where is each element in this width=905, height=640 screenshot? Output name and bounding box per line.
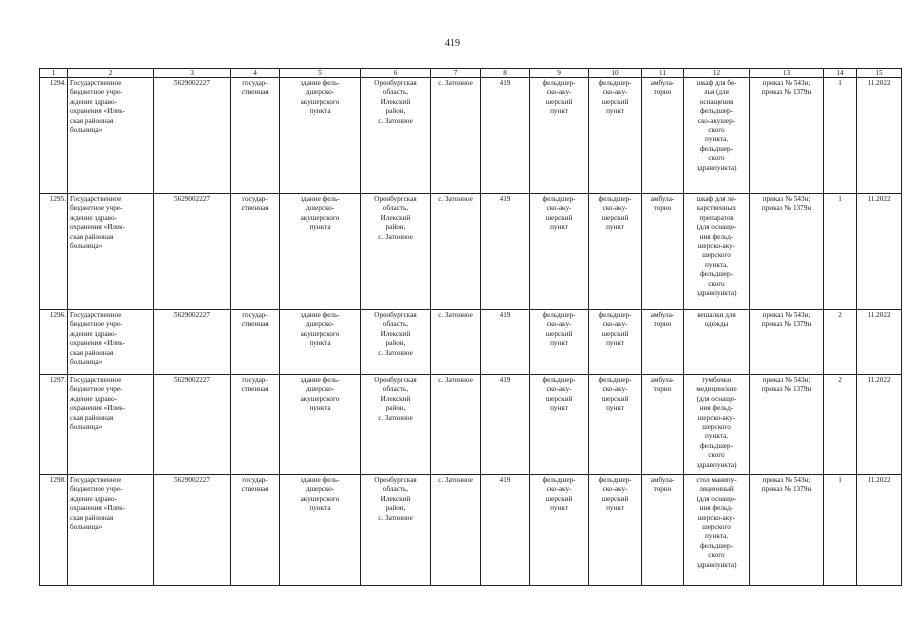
code-value-text: 419 <box>499 311 511 319</box>
care-form <box>642 475 684 586</box>
inn-value <box>154 78 231 194</box>
row-number <box>40 310 68 375</box>
building-type <box>280 78 361 194</box>
settlement-text: с. Затонное <box>438 476 473 484</box>
row-number <box>40 194 68 310</box>
care-form-text: амбула- торно <box>650 376 675 394</box>
row-number <box>40 475 68 586</box>
quantity-text: 2 <box>838 376 842 384</box>
unit-name-text: фельдшер- ско-аку- шерский пункт <box>598 195 632 232</box>
table-row <box>40 78 902 194</box>
quantity-text: 1 <box>838 476 842 484</box>
building-type <box>280 310 361 375</box>
code-value <box>481 475 530 586</box>
address-text: Оренбургская область, Илекский район, с. Затонное <box>374 311 417 357</box>
quantity-text: 2 <box>838 311 842 319</box>
equipment-name <box>684 375 750 475</box>
table-row <box>40 194 902 310</box>
settlement <box>431 475 481 586</box>
address <box>361 310 431 375</box>
row-number-text: 1296. <box>49 311 66 319</box>
orders-reference <box>750 194 824 310</box>
equipment-name-text: шкаф для ле- карственных препаратов (для оснаще- ния фельд- шерско-аку- шерского пункта, фельдшер- ского здравпункта) <box>696 195 737 298</box>
orders-reference <box>750 375 824 475</box>
unit-name-text: фельдшер- ско-аку- шерский пункт <box>598 376 632 413</box>
quantity-text: 1 <box>838 79 842 87</box>
care-form <box>642 310 684 375</box>
address <box>361 78 431 194</box>
unit-type-text: фельдшер- ско-аку- шерский пункт <box>542 376 576 413</box>
code-value-text: 419 <box>499 376 511 384</box>
orders-reference-text: приказ № 543н; приказ № 1379н <box>761 376 812 394</box>
building-type-text: здание фель- дшерско- акушерского пункта <box>300 195 340 232</box>
ownership-form <box>231 475 280 586</box>
care-form-text: амбула- торно <box>650 79 675 97</box>
institution-name-text: Государственное бюджетное учре- ждение здраво- охранения «Илек- ская районная больница» <box>70 476 126 532</box>
code-value <box>481 194 530 310</box>
address-text: Оренбургская область, Илекский район, с. Затонное <box>374 476 417 522</box>
address <box>361 475 431 586</box>
address-text: Оренбургская область, Илекский район, с. Затонное <box>374 79 417 125</box>
address-text: Оренбургская область, Илекский район, с. Затонное <box>374 376 417 422</box>
unit-name <box>589 310 642 375</box>
unit-type-text: фельдшер- ско-аку- шерский пункт <box>542 311 576 348</box>
code-value <box>481 375 530 475</box>
column-number: 3 <box>154 69 231 78</box>
column-number: 15 <box>857 69 902 78</box>
column-number: 11 <box>642 69 684 78</box>
unit-name-text: фельдшер- ско-аку- шерский пункт <box>598 476 632 513</box>
code-value-text: 419 <box>499 79 511 87</box>
code-value-text: 419 <box>499 476 511 484</box>
table-row <box>40 375 902 475</box>
unit-name-text: фельдшер- ско-аку- шерский пункт <box>598 311 632 348</box>
orders-reference <box>750 475 824 586</box>
column-number: 6 <box>361 69 431 78</box>
unit-type <box>530 78 589 194</box>
settlement-text: с. Затонное <box>438 79 473 87</box>
date-value-text: 11.2022 <box>867 311 891 319</box>
column-number: 10 <box>589 69 642 78</box>
table-row <box>40 475 902 586</box>
institution-name-text: Государственное бюджетное учре- ждение здраво- охранения «Илек- ская районная больница» <box>70 79 126 135</box>
orders-reference-text: приказ № 543н; приказ № 1379н <box>761 79 812 97</box>
column-number: 8 <box>481 69 530 78</box>
ownership-form <box>231 194 280 310</box>
ownership-form <box>231 310 280 375</box>
unit-type <box>530 310 589 375</box>
institution-name-text: Государственное бюджетное учре- ждение здраво- охранения «Илек- ская районная больница» <box>70 311 126 367</box>
care-form <box>642 375 684 475</box>
unit-name <box>589 475 642 586</box>
settlement <box>431 78 481 194</box>
row-number-text: 1297. <box>49 376 66 384</box>
unit-type <box>530 194 589 310</box>
building-type <box>280 475 361 586</box>
inn-value-text: 5629002227 <box>174 311 210 319</box>
row-number-text: 1295. <box>49 195 66 203</box>
orders-reference-text: приказ № 543н; приказ № 1379н <box>761 476 812 494</box>
orders-reference-text: приказ № 543н; приказ № 1379н <box>761 311 812 329</box>
unit-type <box>530 375 589 475</box>
equipment-name-text: тумбочки медицинские (для оснаще- ния фельд- шерско-аку- шерского пункта, фельдшер- ского здравпункта) <box>696 376 737 469</box>
inn-value <box>154 475 231 586</box>
equipment-name <box>684 194 750 310</box>
unit-name <box>589 78 642 194</box>
unit-name <box>589 194 642 310</box>
institution-name <box>68 78 154 194</box>
ownership-form-text: государ- ственная <box>241 376 269 394</box>
institution-name <box>68 194 154 310</box>
orders-reference <box>750 78 824 194</box>
inn-value <box>154 194 231 310</box>
institution-name <box>68 475 154 586</box>
equipment-name <box>684 78 750 194</box>
building-type <box>280 194 361 310</box>
address <box>361 194 431 310</box>
unit-name <box>589 375 642 475</box>
row-number-text: 1298. <box>49 476 66 484</box>
equipment-name <box>684 310 750 375</box>
date-value-text: 11.2022 <box>867 195 891 203</box>
date-value-text: 11.2022 <box>867 476 891 484</box>
column-number-row <box>40 69 902 78</box>
equipment-name-text: шкаф для бе- лья (для оснащения фельдшер- ско-акушер- ского пункта, фельдшер- ского здравпункта) <box>696 79 737 172</box>
date-value-text: 11.2022 <box>867 79 891 87</box>
column-number: 5 <box>280 69 361 78</box>
code-value <box>481 78 530 194</box>
column-number: 7 <box>431 69 481 78</box>
address-text: Оренбургская область, Илекский район, с. Затонное <box>374 195 417 241</box>
table-row <box>40 310 902 375</box>
inn-value-text: 5629002227 <box>174 79 210 87</box>
quantity <box>824 78 857 194</box>
equipment-name <box>684 475 750 586</box>
orders-reference-text: приказ № 543н; приказ № 1379н <box>761 195 812 213</box>
ownership-form-text: государ- ственная <box>241 311 269 329</box>
inn-value-text: 5629002227 <box>174 476 210 484</box>
unit-type-text: фельдшер- ско-аку- шерский пункт <box>542 476 576 513</box>
equipment-name-text: вешалки для одежды <box>697 311 736 329</box>
row-number <box>40 375 68 475</box>
unit-name-text: фельдшер- ско-аку- шерский пункт <box>598 79 632 116</box>
date-value <box>857 310 902 375</box>
ownership-form <box>231 78 280 194</box>
date-value <box>857 194 902 310</box>
care-form <box>642 194 684 310</box>
settlement-text: с. Затонное <box>438 195 473 203</box>
unit-type-text: фельдшер- ско-аку- шерский пункт <box>542 195 576 232</box>
institution-name-text: Государственное бюджетное учре- ждение здраво- охранения «Илек- ская районная больница» <box>70 376 126 432</box>
date-value <box>857 78 902 194</box>
code-value <box>481 310 530 375</box>
quantity <box>824 375 857 475</box>
page-number: 419 <box>445 38 460 49</box>
care-form-text: амбула- торно <box>650 311 675 329</box>
inn-value <box>154 375 231 475</box>
care-form-text: амбула- торно <box>650 476 675 494</box>
settlement <box>431 194 481 310</box>
building-type-text: здание фель- дшерско- акушерского пункта <box>300 376 340 413</box>
date-value <box>857 375 902 475</box>
quantity <box>824 310 857 375</box>
inn-value <box>154 310 231 375</box>
column-number: 2 <box>68 69 154 78</box>
care-form <box>642 78 684 194</box>
quantity <box>824 475 857 586</box>
row-number-text: 1294. <box>49 79 66 87</box>
inn-value-text: 5629002227 <box>174 376 210 384</box>
registry-table <box>39 68 902 586</box>
address <box>361 375 431 475</box>
ownership-form-text: государ- ственная <box>241 476 269 494</box>
column-number: 13 <box>750 69 824 78</box>
institution-name <box>68 375 154 475</box>
care-form-text: амбула- торно <box>650 195 675 213</box>
inn-value-text: 5629002227 <box>174 195 210 203</box>
ownership-form-text: государ- ственная <box>241 195 269 213</box>
column-number: 9 <box>530 69 589 78</box>
settlement-text: с. Затонное <box>438 376 473 384</box>
settlement-text: с. Затонное <box>438 311 473 319</box>
settlement <box>431 310 481 375</box>
building-type-text: здание фель- дшерско- акушерского пункта <box>300 79 340 116</box>
column-number: 14 <box>824 69 857 78</box>
code-value-text: 419 <box>499 195 511 203</box>
ownership-form <box>231 375 280 475</box>
unit-type-text: фельдшер- ско-аку- шерский пункт <box>542 79 576 116</box>
settlement <box>431 375 481 475</box>
institution-name <box>68 310 154 375</box>
quantity <box>824 194 857 310</box>
ownership-form-text: государ- ственная <box>241 79 269 97</box>
column-number: 1 <box>40 69 68 78</box>
row-number <box>40 78 68 194</box>
institution-name-text: Государственное бюджетное учре- ждение здраво- охранения «Илек- ская районная больница» <box>70 195 126 251</box>
orders-reference <box>750 310 824 375</box>
column-number: 4 <box>231 69 280 78</box>
building-type-text: здание фель- дшерско- акушерского пункта <box>300 476 340 513</box>
date-value-text: 11.2022 <box>867 376 891 384</box>
date-value <box>857 475 902 586</box>
building-type-text: здание фель- дшерско- акушерского пункта <box>300 311 340 348</box>
quantity-text: 1 <box>838 195 842 203</box>
building-type <box>280 375 361 475</box>
column-number: 12 <box>684 69 750 78</box>
equipment-name-text: стол манипу- ляционный (для оснаще- ния фельд- шерско-аку- шерского пункта, фельдшер- ского здравпункта) <box>696 476 737 569</box>
unit-type <box>530 475 589 586</box>
